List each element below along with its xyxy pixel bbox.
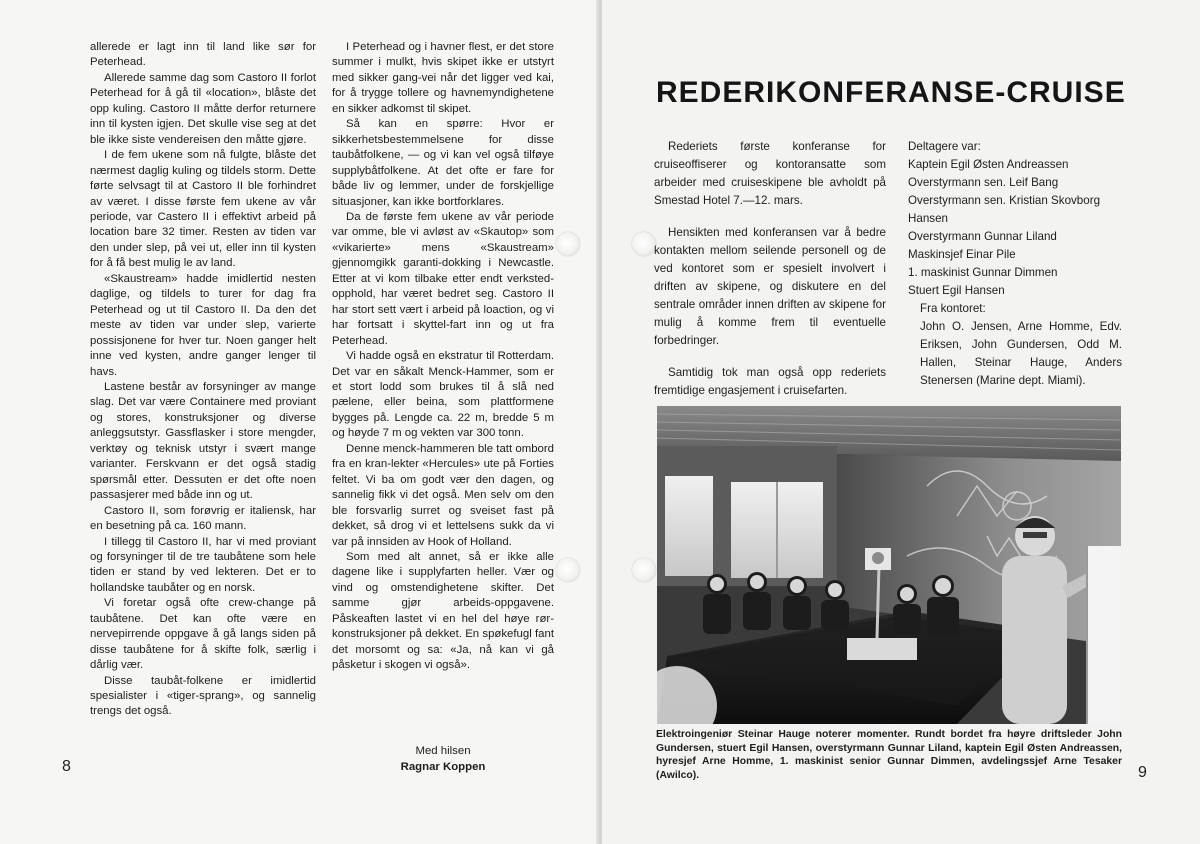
paragraph: Vi foretar også ofte crew-change på taubåtene. Det kan ofte være en nervepirrende oppgave å gå langs siden på disse taubåtene for å skifte folk, særlig i dårlig vær.	[90, 597, 316, 672]
paragraph: Hensikten med konferansen var å bedre kontakten mellom seilende personell og de ved kontoret som er spesielt involvert i driften av skipene, og diskutere en del sentrale områder innen driften av skipene for mulig å komme frem til eventuelle forbedringer.	[654, 226, 886, 347]
left-column-1	[90, 40, 316, 720]
participant: Overstyrmann sen. Kristian Skovborg Hansen	[908, 194, 1101, 225]
binder-hole-icon	[556, 232, 580, 256]
paragraph: Castoro II, som forøvrig er italiensk, har en besetning på ca. 160 mann.	[90, 504, 316, 533]
paragraph: allerede er lagt inn til land like sør for Peterhead.	[90, 41, 316, 69]
paragraph: Denne menck-hammeren ble tatt ombord fra en kran-lekter «Hercules» ute på Forties feltet. Vi ba om godt vær den dagen, og sannelig fikk vi det også. Men selv om den ble forsvarlig surret og sveiset fast på dekket, så drog vi et lettelsens sukk da vi var på innsiden av Hook of Holland.	[332, 442, 554, 548]
paragraph: Disse taubåt-folkene er imidlertid spesialister i «tiger-sprang», og sannelig trengs det også.	[90, 674, 316, 718]
paragraph: I de fem ukene som nå fulgte, blåste det nærmest daglig kuling og tildels storm. Dette førte selvsagt til at Castoro II ble forhindret av været. I disse første fem ukene av vår periode, var Castero II i effektivt arbeid på location bare 32 timer. Resten av tiden var den under slep, på vei ut, eller inn til kysten for å få best mulig le av land.	[90, 149, 316, 270]
paragraph: Vi hadde også en ekstratur til Rotterdam. Det var en såkalt Menck-Hammer, som er et stort lodd som brukes til å slå ned pælene, eller beina, som plattformene bygges på. Lengde ca. 22 m, bredde 5 m og høyde 7 m og vekten var 300 tonn.	[332, 350, 554, 440]
page-number-left: 8	[62, 758, 71, 775]
signature-greeting: Med hilsen	[415, 745, 471, 757]
office-heading: Fra kontoret:	[920, 302, 986, 315]
left-page	[0, 0, 598, 844]
article-title: REDERIKONFERANSE-CRUISE	[656, 76, 1126, 109]
paragraph: Som med alt annet, så er ikke alle dagene like i supplyfarten heller. Vær og vind og omstendighetene skifter. Det samme gjør arbeids-oppgavene. Påskeaften lastet vi en hel del høye rør-konstruksjoner på dekket. En spøkefugl fant det morsomt og sa: «Ja, nå kan vi gå påsketur i skogen vi også».	[332, 550, 554, 672]
participants-heading: Deltagere var:	[908, 140, 981, 153]
signature-name: Ragnar Koppen	[400, 761, 486, 773]
paragraph: Da de første fem ukene av vår periode var omme, ble vi avløst av «Skautop» som «vikarierte» mens «Skaustream» gjennomgikk garanti-dokking i Newcastle. Etter at vi kom tilbake etter endt verksted-opphold, har været bedret seg. Castoro II har stort sett vært i arbeid på loaction, og vi har fortsatt i skyttel-fart inn og ut fra Peterhead.	[332, 210, 554, 347]
right-column-1	[654, 138, 886, 414]
conference-photo-illustration	[657, 406, 1121, 724]
participant: Stuert Egil Hansen	[908, 284, 1005, 297]
participant: Overstyrmann Gunnar Liland	[908, 230, 1057, 243]
page-number-right: 9	[1138, 764, 1147, 781]
participant: Overstyrmann sen. Leif Bang	[908, 176, 1059, 189]
participant: 1. maskinist Gunnar Dimmen	[908, 266, 1058, 279]
conference-photo	[657, 406, 1121, 724]
participant: Kaptein Egil Østen Andreassen	[908, 158, 1069, 171]
binder-hole-icon	[632, 232, 656, 256]
paragraph: Samtidig tok man også opp rederiets fremtidige engasjement i cruisefarten.	[654, 366, 886, 397]
paragraph: «Skaustream» hadde imidlertid nesten daglige, og tildels to turer for dag fra Peterhead og ut til Castoro II. Da den det meste av tiden var under slep, varierte possisjonene for hver tur. Noen ganger helt inne ved kysten, andre ganger lenger til havs.	[90, 272, 316, 378]
paragraph: Lastene består av forsyninger av mange slag. Det var være Containere med proviant og stores, konstruksjoner og diverse anleggsutstyr. Gassflasker i store mengder, verktøy og teknisk utstyr i svært mange varianter. Ferskvann er det også stadig spørsmål etter. Dessuten er det ofte noen passasjerer med både inn og ut.	[90, 380, 316, 502]
binder-hole-icon	[632, 558, 656, 582]
participants-list	[908, 138, 1122, 390]
paragraph: Allerede samme dag som Castoro II forlot Peterhead for å gå til «location», blåste det opp kuling. Castoro II måtte derfor returnere inn til kysten igjen. Det skulle vise seg at det ble ikke siste vendereisen den måtte gjøre.	[90, 71, 316, 146]
paragraph: I tillegg til Castoro II, har vi med proviant og forsyninger til de tre taubåtene som hele tiden er stand by ved lekteren. Det er to hollandske taubåter og en norsk.	[90, 535, 316, 594]
binder-hole-icon	[556, 558, 580, 582]
paragraph: I Peterhead og i havner flest, er det store summer i mulkt, hvis skipet ikke er utstyrt med sikker gang-vei når det ligger ved kai, for å trygge tollere og havnemyndighetene en sikker adkomst til skipet.	[332, 41, 554, 115]
photo-caption: Elektroingeniør Steinar Hauge noterer momenter. Rundt bordet fra høyre driftsleder John Gundersen, stuert Egil Hansen, overstyrmann Gunnar Liland, kaptein Egil Østen Andreassen, hyresjef Arne Homme, 1. maskinist senior Gunnar Dimmen, avdelingssjef Arne Tesaker (Awilco).	[656, 729, 1122, 781]
left-column-2	[332, 40, 554, 674]
office-members: John O. Jensen, Arne Homme, Edv. Eriksen, John Gundersen, Odd M. Hallen, Steinar Hauge, Anders Stenersen (Marine dept. Miami).	[920, 320, 1122, 387]
paragraph: Rederiets første konferanse for cruiseoffiserer og kontoransatte som arbeider med cruiseskipene ble avholdt på Smestad Hotel 7.—12. mars.	[654, 140, 886, 207]
paragraph: Så kan en spørre: Hvor er sikkerhetsbestemmelsene for disse taubåtfolkene, — og vi kan vel også tilføye supplybåtfolkene. At det ofte er fare for både liv og lemmer, under de forskjellige situasjoner, kan ikke bortforklares.	[332, 118, 554, 208]
participant: Maskinsjef Einar Pile	[908, 248, 1016, 261]
